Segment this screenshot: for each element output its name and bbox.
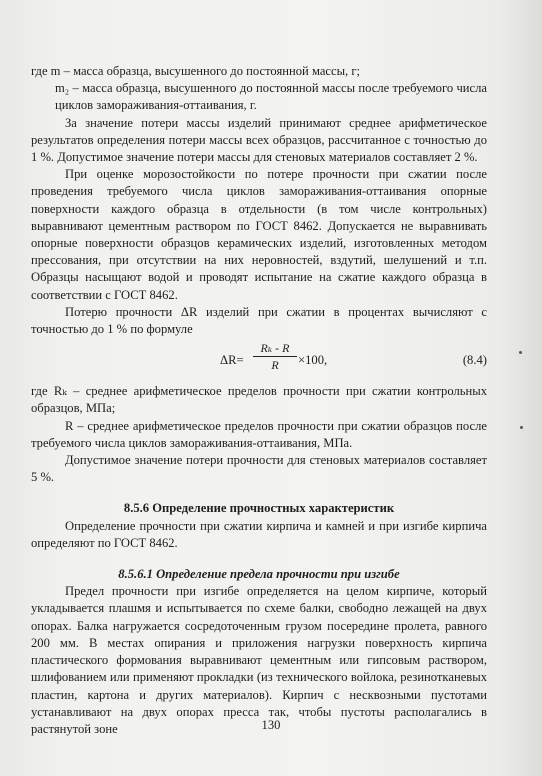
formula-lhs: ΔR= xyxy=(220,353,244,368)
paragraph-r-definition: R – среднее арифметическое пределов прочности при сжатии образцов после требуемого числа циклов замораживания-оттаивания, МПа. xyxy=(31,418,487,450)
formula-fraction xyxy=(253,341,297,373)
formula-numerator: Rₖ - R xyxy=(253,341,297,357)
paragraph-rk-definition: где Rₖ – среднее арифметическое пределов прочности при сжатии контрольных образцов, МПа; xyxy=(31,384,487,416)
scan-speck xyxy=(520,426,523,429)
paragraph-gost-reference: Определение прочности при сжатии кирпича и камней и при изгибе кирпича определяют по ГОСТ 8462. xyxy=(31,518,487,550)
paragraph-m2-definition: m₂ – масса образца, высушенного до постоянной массы после требуемого числа циклов замораживания-оттаивания, г. xyxy=(55,81,487,113)
section-heading: 8.5.6 Определение прочностных характеристик xyxy=(123,501,395,516)
scan-speck xyxy=(519,351,522,354)
formula-rhs: ×100, xyxy=(298,353,328,368)
paragraph-m-definition: где m – масса образца, высушенного до постоянной массы, г; xyxy=(31,64,361,78)
formula-number: (8.4) xyxy=(462,353,487,368)
paragraph-bending-strength: Предел прочности при изгибе определяется на целом кирпиче, который укладывается плашмя и испытывается по схеме балки, свободно лежащей на двух опорах. Балка нагружается сосредоточенным грузом посередине пролета, равного 200 мм. В местах опирания и приложения нагрузки поверхность кирпича пластического формования выравнивают цементным или гипсовым раствором, шлифованием или применяют прокладки (из технического войлока, резинотканевых пластин, картона и других материалов). Кирпич с несквозными пустотами устанавливают на двух опорах пресса так, чтобы пустоты располагались в растянутой зоне xyxy=(31,584,487,736)
page-number: 130 xyxy=(261,718,281,732)
formula-denominator: R xyxy=(271,358,279,373)
formula-8-4 xyxy=(31,339,487,383)
page-body xyxy=(31,63,487,738)
paragraph-mass-loss: За значение потери массы изделий принимают среднее арифметическое результатов определения потери массы всех образцов, рассчитанное с точностью до 1 %. Допустимое значение потери массы для стеновых материалов составляет 2 %. xyxy=(31,115,487,165)
subsection-heading: 8.5.6.1 Определение предела прочности при изгибе xyxy=(118,567,400,582)
paragraph-formula-intro: Потерю прочности ΔR изделий при сжатии в процентах вычисляют с точностью до 1 % по формуле xyxy=(31,304,487,337)
paragraph-strength-loss-procedure: При оценке морозостойкости по потере прочности при сжатии после проведения требуемого числа циклов замораживания-оттаивания опорные поверхности каждого образца в отдельности (в том числе контрольных) выравнивают цементным раствором по ГОСТ 8462. Допускается не выравнивать опорные поверхности образцов керамических изделий, изготовленных методом прессования, при отсутствии на них неровностей, вздутий, шелушений и т.п. Образцы насыщают водой и проводят испытание на сжатие каждого образца в соответствии с ГОСТ 8462. xyxy=(31,167,487,302)
paragraph-allowed-strength-loss: Допустимое значение потери прочности для стеновых материалов составляет 5 %. xyxy=(31,453,487,485)
